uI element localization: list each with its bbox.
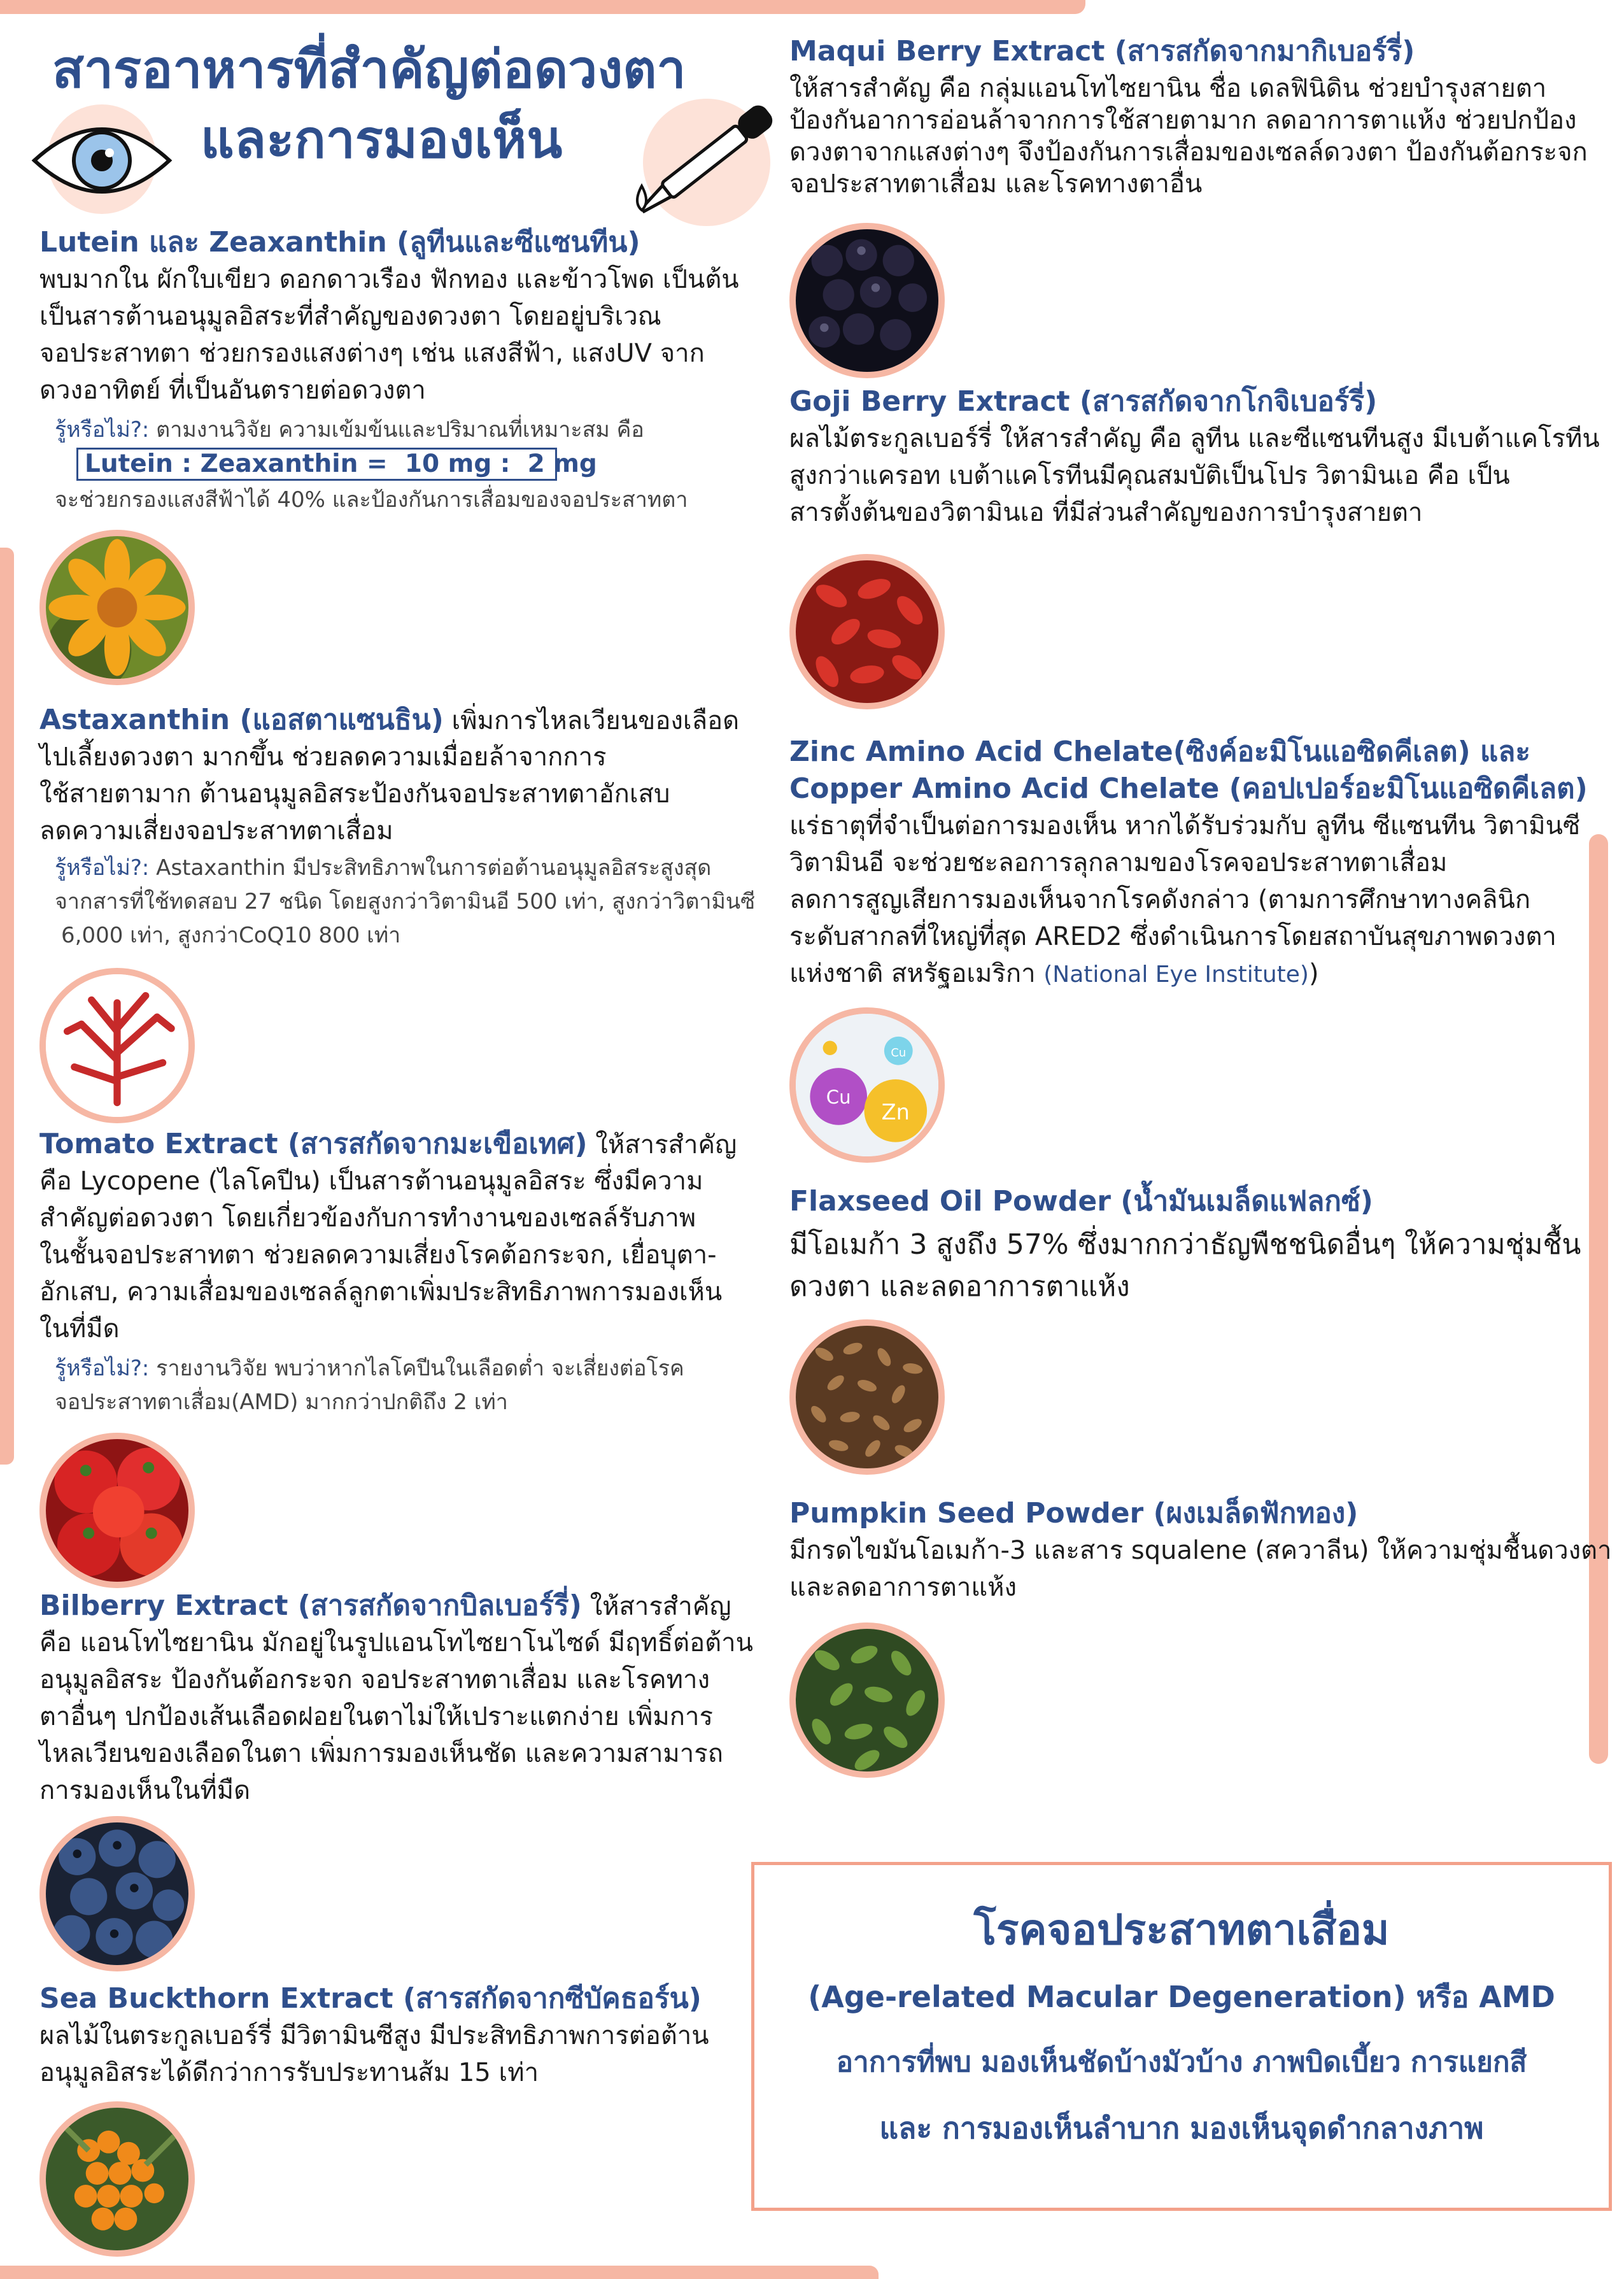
copper-title-line2: Copper Amino Acid Chelate (คอปเปอร์อะมิโนแอซิดคีเลต): [789, 772, 1588, 805]
bilberry-title-tail: ให้สารสำคัญ: [581, 1592, 731, 1621]
tomato-photo: [39, 1433, 195, 1588]
bilberry-title: [39, 1587, 731, 1625]
tomato-line: อักเสบ, ความเสื่อมของเซลล์ลูกตาเพิ่มประสิทธิภาพการมองเห็น: [39, 1277, 723, 1307]
goji-line: สูงกว่าแครอท เบต้าแคโรทีนมีคุณสมบัติเป็นโปร วิตามินเอ คือ เป็น: [789, 461, 1510, 490]
cu-bubble-label: Cu: [826, 1086, 851, 1109]
zinc-last-end: ): [1308, 959, 1319, 988]
zinc-line: ระดับสากลที่ใหญ่ที่สุด ARED2 ซึ่งดำเนินการโดยสถาบันสุขภาพดวงตา: [789, 922, 1557, 951]
maqui-line: ป้องกันอาการอ่อนล้าจากการใช้สายตามาก ลดอาการตาแห้ง ช่วยปกป้อง: [789, 106, 1577, 135]
tomato-note-line: จอประสาทตาเสื่อม(AMD) มากกว่าปกติถึง 2 เท่า: [55, 1389, 508, 1415]
amd-line-2: อาการที่พบ มองเห็นชัดบ้างมัวบ้าง ภาพบิดเบี้ยว การแยกสี: [836, 2046, 1527, 2078]
zinc-line: ลดการสูญเสียการมองเห็นจากโรคดังกล่าว (ตามการศึกษาทางคลินิก: [789, 885, 1531, 914]
amd-line-1: (Age-related Macular Degeneration) หรือ AMD: [808, 1980, 1555, 2014]
astaxanthin-note-line: 6,000 เท่า, สูงกว่าCoQ10 800 เท่า: [61, 923, 401, 948]
lutein-line: จอประสาทตา ช่วยกรองแสงต่างๆ เช่น แสงสีฟ้า, แสงUV จาก: [39, 339, 705, 368]
tomato-note: [55, 1351, 684, 1386]
astaxanthin-note: [55, 851, 711, 886]
tomato-line: คือ Lycopene (ไลโคปีน) เป็นสารต้านอนุมูลอิสระ ซึ่งมีความ: [39, 1167, 703, 1196]
maqui-title: Maqui Berry Extract (สารสกัดจากมากิเบอร์รี่): [789, 35, 1415, 67]
zinc-title-line1: Zinc Amino Acid Chelate(ซิงค์อะมิโนแอซิดคีเลต) และ: [789, 735, 1530, 768]
note-label: รู้หรือไม่?:: [55, 855, 150, 881]
note-text: Astaxanthin มีประสิทธิภาพในการต่อต้านอนุมูลอิสระสูงสุด: [149, 855, 712, 881]
top-accent-bar: [0, 0, 1085, 14]
pumpkin-title: Pumpkin Seed Powder (ผงเมล็ดฟักทอง): [789, 1497, 1359, 1530]
zn-bubble-label: Zn: [881, 1099, 910, 1125]
lutein-note-tail: จะช่วยกรองแสงสีฟ้าได้ 40% และป้องกันการเสื่อมของจอประสาทตา: [55, 487, 688, 513]
tomato-line: สำคัญต่อดวงตา โดยเกี่ยวข้องกับการทำงานของเซลล์รับภาพ: [39, 1203, 696, 1233]
pumpkin-line: มีกรดไขมันโอเมก้า-3 และสาร squalene (สควาลีน) ให้ความชุ่มชื้นดวงตา: [789, 1536, 1612, 1565]
note-label: รู้หรือไม่?:: [55, 1356, 150, 1381]
nei-label: (National Eye Institute): [1043, 962, 1309, 988]
tomato-title: [39, 1126, 737, 1163]
ratio-box: [76, 448, 597, 481]
minerals-photo: [789, 1007, 945, 1163]
bilberry-photo: [39, 1816, 195, 1971]
lutein-title: Lutein และ Zeaxanthin (ลูทีนและซีแซนทีน): [39, 226, 640, 259]
maqui-line: ดวงตาจากแสงต่างๆ จึงป้องกันการเสื่อมของเซลล์ดวงตา ป้องกันต้อกระจก: [789, 138, 1588, 167]
lutein-line: เป็นสารต้านอนุมูลอิสระที่สำคัญของดวงตา โดยอยู่บริเวณ: [39, 302, 661, 331]
pumpkin-line: และลดอาการตาแห้ง: [789, 1573, 1017, 1602]
tomato-title-text: Tomato Extract (สารสกัดจากมะเขือเทศ): [39, 1128, 588, 1160]
astaxanthin-title-tail: เพิ่มการไหลเวียนของเลือด: [443, 706, 740, 735]
lutein-line: ดวงอาทิตย์ ที่เป็นอันตรายต่อดวงตา: [39, 376, 426, 405]
page-title-line1: สารอาหารที่สำคัญต่อดวงตา: [52, 39, 686, 100]
buckthorn-title: Sea Buckthorn Extract (สารสกัดจากซีบัคธอร์น): [39, 1982, 702, 2015]
goji-line: สารตั้งต้นของวิตามินเอ ที่มีส่วนสำคัญของการบำรุงสายตา: [789, 498, 1423, 527]
buckthorn-line: อนุมูลอิสระได้ดีกว่าการรับประทานส้ม 15 เท่า: [39, 2058, 539, 2087]
ratio-text: Lutein : Zeaxanthin = 10 mg : 2 mg: [85, 450, 597, 478]
zinc-line-last: [789, 955, 1319, 993]
pumpkin-seed-photo: [789, 1622, 945, 1778]
algae-photo: [39, 968, 195, 1123]
maqui-line: ให้สารสำคัญ คือ กลุ่มแอนโทไซยานิน ชื่อ เดลฟินิดิน ช่วยบำรุงสายตา: [789, 74, 1547, 103]
goji-line: ผลไม้ตระกูลเบอร์รี่ ให้สารสำคัญ คือ ลูทีน และซีแซนทีนสูง มีเบต้าแคโรทีน: [789, 424, 1600, 453]
flaxseed-line: มีโอเมก้า 3 สูงถึง 57% ซึ่งมากกว่าธัญพืชชนิดอื่นๆ ให้ความชุ่มชื้น: [789, 1228, 1581, 1261]
astaxanthin-line: ใช้สายตามาก ต้านอนุมูลอิสระป้องกันจอประสาทตาอักเสบ: [39, 779, 670, 809]
tomato-title-tail: ให้สารสำคัญ: [587, 1130, 737, 1160]
left-accent-bar: [0, 548, 14, 1465]
dropper-icon: [611, 96, 802, 236]
bilberry-line: การมองเห็นในที่มืด: [39, 1776, 251, 1805]
bilberry-line: ไหลเวียนของเลือดในตา เพิ่มการมองเห็นชัด และความสามารถ: [39, 1739, 723, 1768]
bilberry-line: อนุมูลอิสระ ป้องกันต้อกระจก จอประสาทตาเสื่อม และโรคทาง: [39, 1665, 710, 1694]
right-accent-bar: [1589, 834, 1608, 1764]
amd-line-3: และ การมองเห็นลำบาก มองเห็นจุดดำกลางภาพ: [879, 2111, 1484, 2145]
buckthorn-line: ผลไม้ในตระกูลเบอร์รี่ มีวิตามินซีสูง มีประสิทธิภาพการต่อต้าน: [39, 2021, 709, 2050]
zinc-line: วิตามินอี จะช่วยชะลอการลุกลามของโรคจอประสาทตาเสื่อม: [789, 848, 1448, 877]
astaxanthin-line: ไปเลี้ยงดวงตา มากขึ้น ช่วยลดความเมื่อยล้าจากการ: [39, 742, 607, 772]
amd-info-box: [751, 1862, 1612, 2211]
tomato-line: ในชั้นจอประสาทตา ช่วยลดความเสี่ยงโรคต้อกระจก, เยื่อบุตา-: [39, 1240, 717, 1270]
lutein-line: พบมากใน ผักใบเขียว ดอกดาวเรือง ฟักทอง และข้าวโพด เป็นต้น: [39, 265, 739, 294]
zinc-last-text: แห่งชาติ สหรัฐอเมริกา: [789, 959, 1044, 988]
astaxanthin-title: [39, 702, 739, 739]
astaxanthin-title-text: Astaxanthin (แอสตาแซนธิน): [39, 704, 444, 736]
note-text: รายงานวิจัย พบว่าหากไลโคปีนในเลือดต่ำ จะเสี่ยงต่อโรค: [149, 1356, 684, 1381]
bilberry-line: ตาอื่นๆ ปกป้องเส้นเลือดฝอยในตาไม่ให้เปราะแตกง่าย เพิ่มการ: [39, 1702, 713, 1731]
marigold-photo: [39, 530, 195, 685]
goji-title: Goji Berry Extract (สารสกัดจากโกจิเบอร์รี่): [789, 385, 1378, 418]
note-label: รู้หรือไม่?:: [55, 417, 150, 443]
bilberry-title-text: Bilberry Extract (สารสกัดจากบิลเบอร์รี่): [39, 1589, 582, 1622]
maqui-line: จอประสาทตาเสื่อม และโรคทางตาอื่น: [789, 169, 1203, 199]
astaxanthin-line: ลดความเสี่ยงจอประสาทตาเสื่อม: [39, 816, 393, 846]
tomato-line: ในที่มืด: [39, 1314, 120, 1344]
page-title-line2: และการมองเห็น: [201, 110, 563, 170]
amd-title: โรคจอประสาทตาเสื่อม: [973, 1905, 1390, 1954]
lutein-note: [55, 413, 644, 448]
bottom-accent-bar: [0, 2266, 879, 2279]
cu-small-bubble-label: Cu: [891, 1046, 907, 1060]
flaxseed-line: ดวงตา และลดอาการตาแห้ง: [789, 1270, 1130, 1303]
flaxseed-photo: [789, 1319, 945, 1475]
maqui-photo: [789, 223, 945, 378]
eye-icon: [25, 102, 178, 217]
astaxanthin-note-line: จากสารที่ใช้ทดสอบ 27 ชนิด โดยสูงกว่าวิตามินอี 500 เท่า, สูงกว่าวิตามินซี: [55, 889, 756, 914]
goji-photo: [789, 554, 945, 709]
bilberry-line: คือ แอนโทไซยานิน มักอยู่ในรูปแอนโทไซยาโนไซด์ มีฤทธิ์ต่อต้าน: [39, 1628, 753, 1658]
note-text: ตามงานวิจัย ความเข้มข้นและปริมาณที่เหมาะสม คือ: [149, 417, 644, 443]
flaxseed-title: Flaxseed Oil Powder (น้ำมันเมล็ดแฟลกซ์): [789, 1185, 1373, 1218]
zinc-line: แร่ธาตุที่จำเป็นต่อการมองเห็น หากได้รับร่วมกับ ลูทีน ซีแซนทีน วิตามินซี: [789, 811, 1581, 841]
buckthorn-photo: [39, 2101, 195, 2257]
